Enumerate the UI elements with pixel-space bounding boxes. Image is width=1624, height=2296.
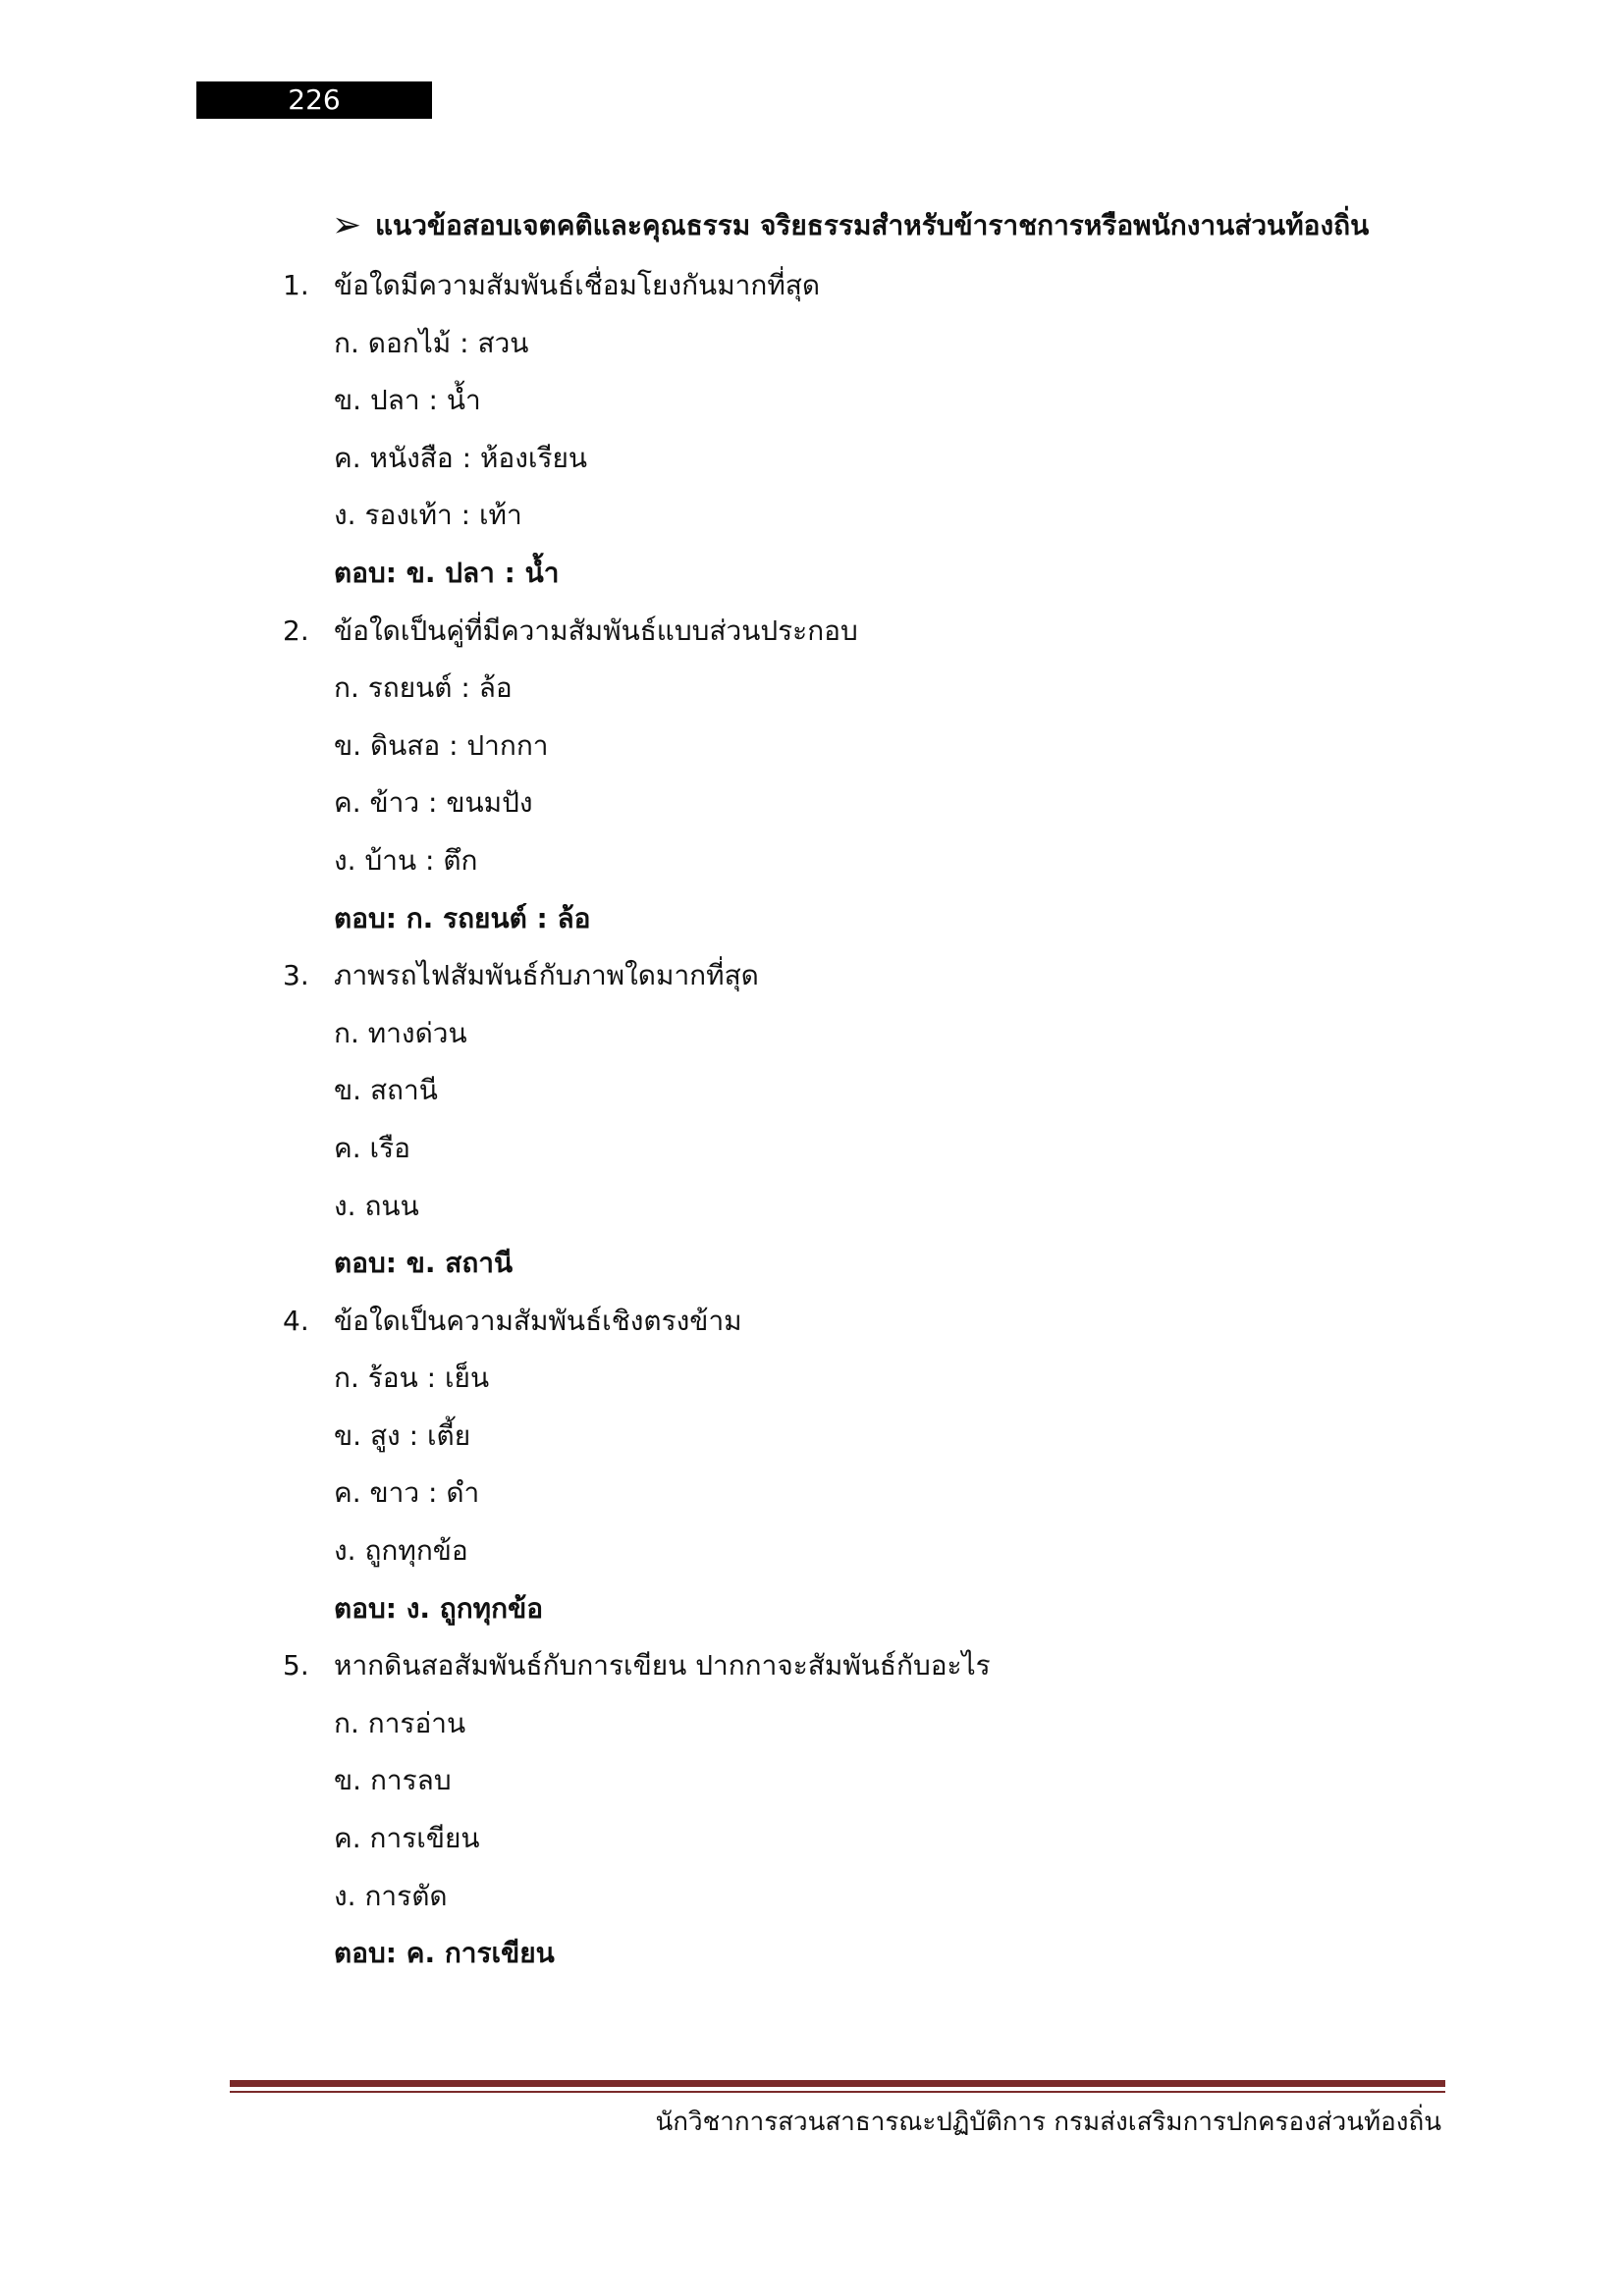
question-number: 3. [283, 959, 309, 992]
question-5 [283, 1637, 1461, 1695]
option-b: ข. ปลา : น้ำ [334, 384, 481, 417]
option-b: ข. ดินสอ : ปากกา [334, 728, 549, 762]
option-c: ค. ข้าว : ขนมปัง [334, 786, 533, 820]
question-2 [283, 603, 1461, 661]
section-heading [332, 204, 1369, 247]
footer-divider-thick [230, 2080, 1445, 2087]
question-text: หากดินสอสัมพันธ์กับการเขียน ปากกาจะสัมพันธ์กับอะไร [334, 1649, 991, 1682]
footer-text: นักวิชาการสวนสาธารณะปฏิบัติการ กรมส่งเสริมการปกครองส่วนท้องถิ่น [655, 2108, 1441, 2137]
answer: ตอบ: ง. ถูกทุกข้อ [334, 1591, 544, 1625]
question-number: 4. [283, 1304, 309, 1337]
option-d: ง. บ้าน : ตึก [334, 843, 478, 877]
question-number: 1. [283, 269, 309, 301]
answer: ตอบ: ค. การเขียน [334, 1937, 555, 1970]
question-4 [283, 1293, 1461, 1351]
question-number: 5. [283, 1649, 309, 1682]
section-heading-text: แนวข้อสอบเจตคติและคุณธรรม จริยธรรมสำหรับข้าราชการหรือพนักงานส่วนท้องถิ่น [375, 209, 1370, 241]
question-3 [283, 947, 1461, 1005]
option-a: ก. ดอกไม้ : สวน [334, 326, 529, 359]
question-1 [283, 257, 1461, 315]
option-c: ค. การเขียน [334, 1822, 480, 1855]
option-b: ข. สูง : เตี้ย [334, 1418, 471, 1452]
option-c: ค. เรือ [334, 1131, 410, 1164]
answer: ตอบ: ข. สถานี [334, 1247, 514, 1280]
option-a: ก. ร้อน : เย็น [334, 1362, 490, 1395]
option-a: ก. รถยนต์ : ล้อ [334, 671, 513, 705]
question-text: ข้อใดเป็นคู่ที่มีความสัมพันธ์แบบส่วนประกอบ [334, 614, 858, 647]
option-a: ก. การอ่าน [334, 1706, 466, 1739]
answer: ตอบ: ข. ปลา : น้ำ [334, 556, 560, 589]
option-a: ก. ทางด่วน [334, 1016, 467, 1049]
question-number: 2. [283, 614, 309, 647]
arrow-bullet-icon: ➢ [332, 205, 362, 245]
option-c: ค. ขาว : ดำ [334, 1476, 480, 1510]
option-d: ง. การตัด [334, 1879, 448, 1912]
option-b: ข. สถานี [334, 1074, 438, 1107]
option-b: ข. การลบ [334, 1764, 452, 1797]
option-d: ง. ถูกทุกข้อ [334, 1534, 468, 1568]
option-c: ค. หนังสือ : ห้องเรียน [334, 441, 588, 474]
option-d: ง. ถนน [334, 1189, 419, 1222]
question-text: ข้อใดมีความสัมพันธ์เชื่อมโยงกันมากที่สุด [334, 269, 821, 301]
option-d: ง. รองเท้า : เท้า [334, 499, 522, 532]
question-list [283, 257, 1461, 1983]
answer: ตอบ: ก. รถยนต์ : ล้อ [334, 901, 591, 934]
question-text: ภาพรถไฟสัมพันธ์กับภาพใดมากที่สุด [334, 959, 759, 992]
page-number: 226 [196, 81, 432, 119]
footer-divider-thin [230, 2091, 1445, 2093]
question-text: ข้อใดเป็นความสัมพันธ์เชิงตรงข้าม [334, 1304, 742, 1337]
